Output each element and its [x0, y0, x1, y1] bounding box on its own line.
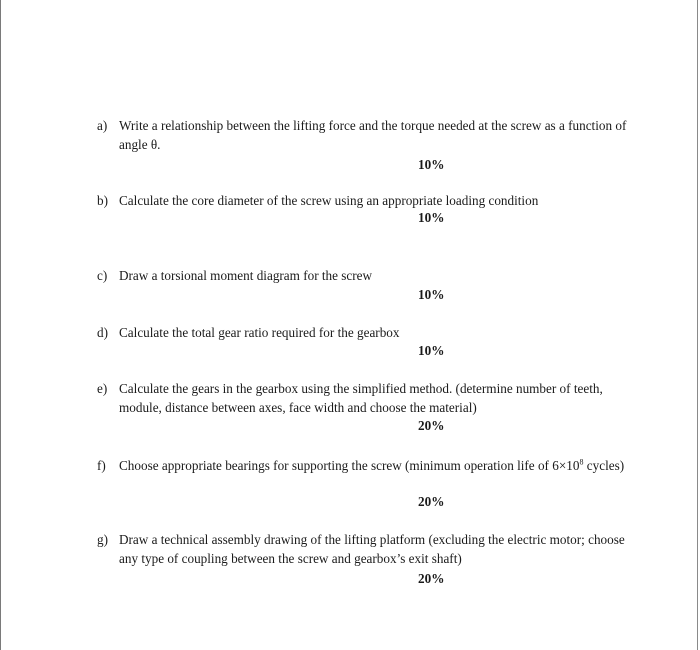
question-text: Draw a torsional moment diagram for the screw	[119, 268, 373, 283]
question-weight: 10%	[418, 287, 445, 302]
question-weight: 10%	[418, 157, 445, 172]
page-edge-right	[697, 0, 698, 650]
question-label: f)	[97, 458, 106, 473]
question-e	[97, 379, 627, 417]
question-label: d)	[97, 325, 108, 340]
question-g	[97, 530, 627, 568]
question-text: Write a relationship between the lifting force and the torque needed at the screw as a function of angle θ.	[119, 118, 627, 152]
question-text-part: Choose appropriate bearings for supporting the screw (minimum operation life of 6×10	[119, 458, 580, 473]
question-weight: 10%	[418, 343, 445, 358]
exponent: 8	[579, 457, 584, 467]
question-text: Calculate the total gear ratio required for the gearbox	[119, 325, 400, 340]
question-a	[97, 116, 627, 154]
question-weight: 10%	[418, 210, 445, 225]
question-text	[119, 456, 627, 475]
question-label: c)	[97, 268, 108, 283]
question-label: b)	[97, 193, 108, 208]
question-weight: 20%	[418, 571, 445, 586]
question-label: a)	[97, 118, 108, 133]
question-text: Calculate the core diameter of the screw using an appropriate loading condition	[119, 193, 539, 208]
question-b	[97, 191, 627, 210]
question-label: e)	[97, 381, 108, 396]
question-d	[97, 323, 627, 342]
question-label: g)	[97, 532, 108, 547]
question-c	[97, 266, 627, 285]
question-weight: 20%	[418, 418, 445, 433]
question-text: Draw a technical assembly drawing of the lifting platform (excluding the electric motor; choose any type of coupling between the screw and gearbox’s exit shaft)	[119, 532, 625, 566]
question-text: Calculate the gears in the gearbox using the simplified method. (determine number of teeth, module, distance between axes, face width and choose the material)	[119, 381, 603, 415]
question-f	[97, 456, 627, 475]
question-text-part: cycles)	[583, 458, 625, 473]
page-edge-left	[0, 0, 1, 650]
question-weight: 20%	[418, 494, 445, 509]
